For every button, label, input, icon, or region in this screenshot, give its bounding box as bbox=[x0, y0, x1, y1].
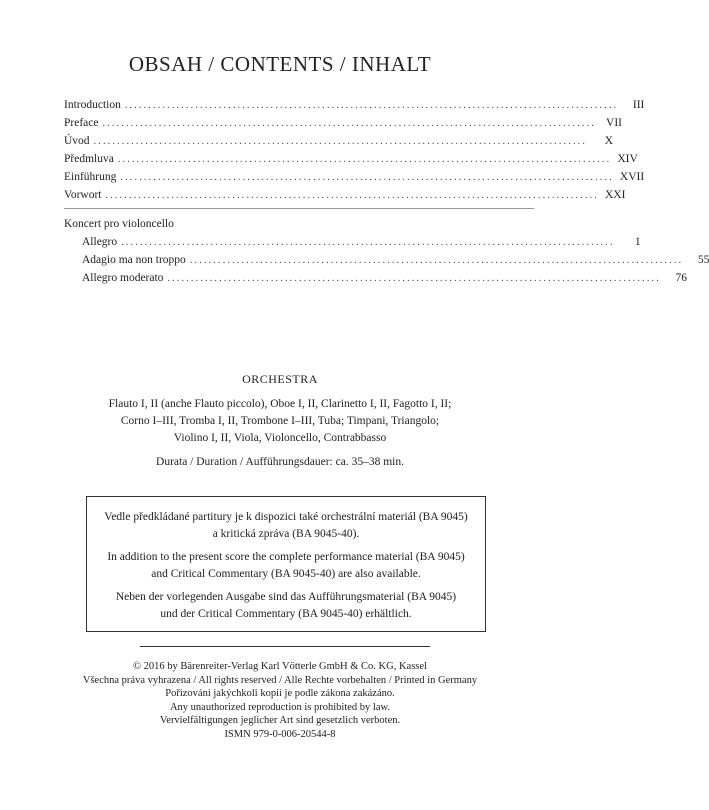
toc-entry-label: Einführung bbox=[64, 171, 117, 183]
dot-leader: ......................................................................................................... bbox=[167, 273, 661, 284]
toc-page-number: XIV bbox=[617, 153, 638, 165]
toc-entry-vorwort[interactable] bbox=[64, 186, 626, 204]
orchestra-instrumentation bbox=[0, 396, 560, 447]
toc-entry-label: Vorwort bbox=[64, 189, 102, 201]
rights-line: Všechna práva vyhrazena / All rights reserved / Alle Rechte vorbehalten / Printed in Germany bbox=[82, 674, 478, 686]
page-title: OBSAH / CONTENTS / INHALT bbox=[128, 52, 432, 76]
note-line: und der Critical Commentary (BA 9045-40) erhältlich. bbox=[160, 607, 412, 620]
performance-material-box bbox=[86, 496, 486, 632]
note-line: In addition to the present score the complete performance material (BA 9045) bbox=[107, 551, 465, 563]
toc-page-number: VII bbox=[606, 117, 622, 129]
instrumentation-line: Violino I, II, Viola, Violoncello, Contrabbasso bbox=[173, 432, 387, 444]
dot-leader: ......................................................................................................... bbox=[117, 154, 612, 165]
note-line: and Critical Commentary (BA 9045-40) are also available. bbox=[151, 567, 421, 580]
colophon bbox=[0, 660, 560, 741]
dot-leader: ......................................................................................................... bbox=[120, 172, 614, 183]
copy-prohibition-cz: Pořizování jakýchkoli kopií je podle zákona zakázáno. bbox=[165, 688, 395, 699]
toc-page-number: 1 bbox=[634, 236, 641, 248]
toc-entry-allegro[interactable] bbox=[64, 233, 641, 251]
toc-work-title: Koncert pro violoncello bbox=[64, 218, 174, 230]
table-of-contents bbox=[64, 96, 709, 287]
toc-entry-introduction[interactable] bbox=[64, 96, 645, 114]
toc-entry-label: Allegro moderato bbox=[82, 272, 164, 284]
note-czech bbox=[87, 509, 485, 542]
toc-page-number: XXI bbox=[604, 189, 626, 201]
ismn: ISMN 979-0-006-20544-8 bbox=[224, 728, 336, 740]
dot-leader: ......................................................................................................... bbox=[93, 136, 588, 147]
toc-entry-label: Preface bbox=[64, 117, 99, 129]
toc-page-number: 55 bbox=[697, 254, 709, 266]
copy-prohibition-en: Any unauthorized reproduction is prohibited by law. bbox=[169, 701, 391, 713]
toc-entry-label: Adagio ma non troppo bbox=[82, 254, 186, 266]
toc-page-number: XVII bbox=[619, 171, 645, 183]
toc-entry-label: Úvod bbox=[64, 135, 90, 147]
toc-entry-predmluva[interactable] bbox=[64, 150, 638, 168]
note-line: Neben der vorlegenden Ausgabe sind das Aufführungsmaterial (BA 9045) bbox=[115, 591, 457, 603]
instrumentation-line: Corno I–III, Tromba I, II, Trombone I–III, Tuba; Timpani, Triangolo; bbox=[120, 415, 440, 427]
copyright-line: © 2016 by Bärenreiter-Verlag Karl Vötterle GmbH & Co. KG, Kassel bbox=[133, 661, 427, 672]
colophon-separator bbox=[140, 646, 430, 647]
toc-page-number: X bbox=[604, 135, 614, 147]
toc-page-number: III bbox=[632, 99, 645, 111]
dot-leader: ......................................................................................................... bbox=[189, 255, 684, 266]
orchestra-heading: ORCHESTRA bbox=[242, 372, 318, 386]
toc-entry-label: Introduction bbox=[64, 99, 121, 111]
toc-entry-label: Allegro bbox=[82, 236, 118, 248]
dot-leader: ......................................................................................................... bbox=[121, 237, 615, 248]
toc-entry-einfuhrung[interactable] bbox=[64, 168, 645, 186]
toc-divider bbox=[64, 208, 534, 209]
duration-text: Durata / Duration / Aufführungsdauer: ca. 35–38 min. bbox=[156, 456, 404, 468]
dot-leader: ......................................................................................................... bbox=[124, 100, 619, 111]
dot-leader: ......................................................................................................... bbox=[105, 190, 599, 201]
note-german bbox=[87, 589, 485, 622]
dot-leader: ......................................................................................................... bbox=[102, 118, 596, 129]
toc-entry-preface[interactable] bbox=[64, 114, 622, 132]
note-line: a kritická zpráva (BA 9045-40). bbox=[212, 527, 360, 540]
note-english bbox=[87, 549, 485, 582]
note-line: Vedle předkládané partitury je k dispozici také orchestrální materiál (BA 9045) bbox=[104, 511, 468, 523]
instrumentation-line: Flauto I, II (anche Flauto piccolo), Oboe I, II, Clarinetto I, II, Fagotto I, II; bbox=[108, 398, 452, 410]
toc-page-number: 76 bbox=[675, 272, 687, 284]
toc-entry-uvod[interactable] bbox=[64, 132, 614, 150]
toc-entry-adagio[interactable] bbox=[64, 251, 709, 269]
copy-prohibition-de: Vervielfältigungen jeglicher Art sind gesetzlich verboten. bbox=[159, 715, 401, 726]
toc-entry-label: Předmluva bbox=[64, 153, 114, 165]
toc-entry-allegro-moderato[interactable] bbox=[64, 269, 687, 287]
